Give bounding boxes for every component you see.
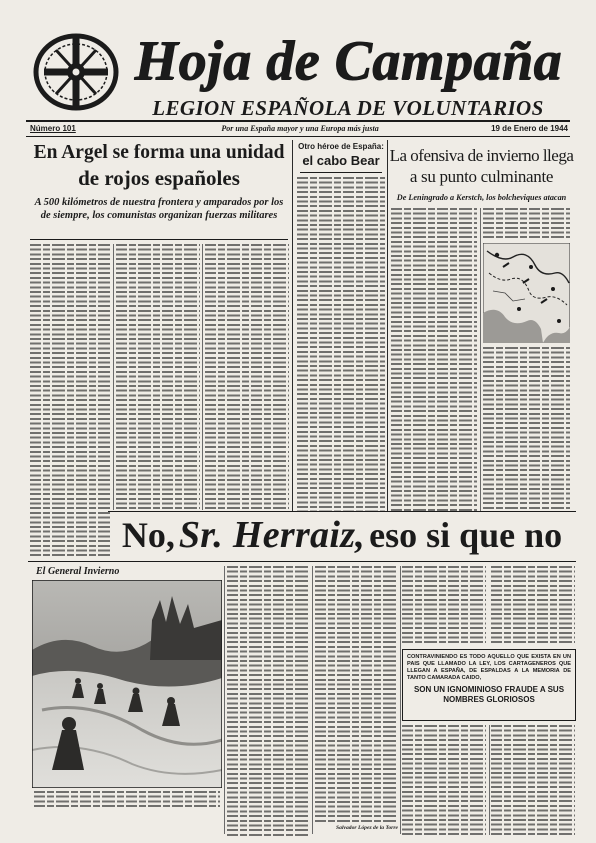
herraiz-body-column-4-bottom [491, 725, 575, 835]
argel-headline-line-1: En Argel se forma una unidad [33, 142, 285, 163]
argel-headline-line-2: de rojos españoles [78, 166, 240, 190]
issue-date: 19 de Enero de 1944 [491, 124, 568, 133]
ofensiva-headline-line-1: La ofensiva de invierno llega [389, 146, 574, 165]
herraiz-body-column-2 [315, 566, 398, 822]
column-divider [224, 566, 225, 834]
bear-headline-line-2: el cabo Bear [302, 153, 380, 168]
herraiz-body-column-4-top [491, 566, 575, 645]
ofensiva-body-column-2-top [483, 208, 570, 240]
bear-headline-rule [300, 172, 382, 173]
herraiz-body-column-1 [227, 566, 310, 836]
highlight-box-text: CONTRAVINIENDO ES TODO AQUELLO QUE EXISTA EN UN PAIS QUE LLAMADO LA LEY, LOS CARTAGENEROS QUE LLEGAN A ESPAÑA, DE ESPALDAS A LA MEMORIA DE TANTO CAMARADA CAIDO, [407, 654, 571, 681]
masthead-subtitle: LEGION ESPAÑOLA DE VOLUNTARIOS [152, 96, 544, 120]
general-invierno-photo [32, 580, 222, 788]
column-divider [489, 725, 490, 835]
column-divider [480, 208, 481, 511]
masthead-rule [26, 120, 570, 122]
column-divider [113, 244, 114, 510]
photo-caption-text [34, 791, 220, 807]
argel-subhead: A 500 kilómetros de nuestra frontera y amparados por los de siempre, los comunistas organizan fuerzas militares [34, 197, 284, 221]
herraiz-headline-part-2: Sr. Herraiz, [178, 514, 366, 556]
column-divider [400, 566, 401, 834]
herraiz-body-column-3-top [402, 566, 486, 645]
herraiz-headline-part-3: eso si que no [369, 515, 563, 555]
legion-emblem-icon [28, 30, 124, 112]
herraiz-bottom-rule [28, 561, 576, 562]
photo-caption: El General Invierno [36, 566, 120, 577]
highlight-box-emphasis: SON UN IGNOMINIOSO FRAUDE A SUS NOMBRES GLORIOSOS [413, 685, 565, 704]
ofensiva-subhead: De Leningrado a Kerstch, los bolcheviques atacan [396, 193, 567, 202]
dateline-rule [26, 136, 570, 137]
argel-body-column-2 [116, 244, 200, 510]
bear-headline-line-1: Otro héroe de España: [298, 142, 384, 151]
column-divider [312, 566, 313, 834]
masthead-title: Hoja de Campaña [134, 30, 562, 92]
argel-body-column-3 [205, 244, 289, 510]
bear-body-column [297, 177, 385, 511]
section-divider [292, 140, 293, 511]
herraiz-headline-part-1: No, [121, 515, 175, 555]
article-author: Salvador López de la Torre [336, 825, 398, 831]
ofensiva-headline-line-2: a su punto culminante [409, 167, 554, 186]
motto: Por una España mayor y una Europa más justa [221, 124, 379, 133]
herraiz-headline [108, 512, 576, 558]
herraiz-body-column-3-bottom [402, 725, 486, 835]
eastern-front-map [483, 243, 570, 343]
argel-subhead-rule [30, 239, 288, 240]
issue-number: Número 101 [30, 124, 76, 133]
column-divider [202, 244, 203, 510]
ofensiva-body-column-2-bottom [483, 347, 570, 511]
argel-body-column-1 [30, 244, 110, 558]
section-divider [387, 140, 388, 511]
herraiz-highlight-box [402, 649, 576, 721]
ofensiva-body-column-1 [391, 208, 477, 511]
